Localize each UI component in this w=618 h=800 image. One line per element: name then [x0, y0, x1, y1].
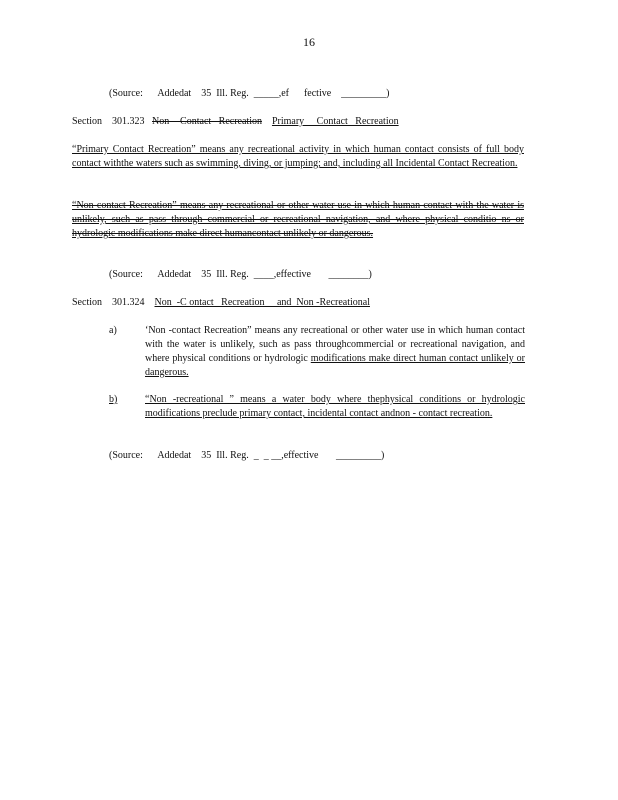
item-a-underlined-text: modifications make direct human contact unlikely or dangerous. [145, 353, 525, 378]
item-a [0, 324, 618, 384]
non-contact-definition-struck: “Non contact Recreation” means any recreational or other water use in which human contact with the water is unlikely, such as pass through commercial or recreational navigation, and where physical conditio ns or hydrologic modifications make direct humancontact unlikely or dangerous. [72, 200, 524, 239]
page-number: 16 [303, 35, 315, 49]
item-a-label: a) [109, 325, 117, 336]
section-number: Section 301.323 [72, 116, 145, 127]
item-b [0, 393, 618, 438]
item-b-text: “Non -recreational ” means a water body where thephysical conditions or hydrologic modifications preclude primary contact, incidental contact andnon - contact recreation. [145, 394, 525, 419]
primary-contact-definition: “Primary Contact Recreation” means any recreational activity in which human contact consists of full body contact withthe waters such as swimming, diving, or jumping; and, including all Incidental Contact Recreation. [72, 144, 524, 169]
item-a-text [145, 324, 525, 380]
source-line-2: (Source: Addedat 35 Ill. Reg. ____,effective ________) [109, 269, 372, 280]
item-a-definition: ‘Non -contact Recreation” means any recreational or other water use in which human contact with the water is unlikely, such as pass throughcommercial or recreational navigation, and where physical conditions or hydrologic [145, 325, 525, 364]
section-title-added: Primary Contact Recreation [271, 116, 399, 127]
section-title: Non -C ontact Recreation and Non -Recreational [154, 297, 370, 308]
section-title-struck: Non -Contact Recreation [152, 116, 262, 127]
source-line-3: (Source: Addedat 35 Ill. Reg. _ _ __,effective _________) [109, 450, 385, 461]
item-b-label: b) [109, 394, 118, 405]
section-number: Section 301.324 [72, 297, 145, 308]
section-301-323-heading [72, 115, 399, 129]
source-line-1: (Source: Addedat 35 Ill. Reg. _____,ef fective _________) [109, 88, 390, 99]
section-301-324-heading [72, 296, 370, 310]
